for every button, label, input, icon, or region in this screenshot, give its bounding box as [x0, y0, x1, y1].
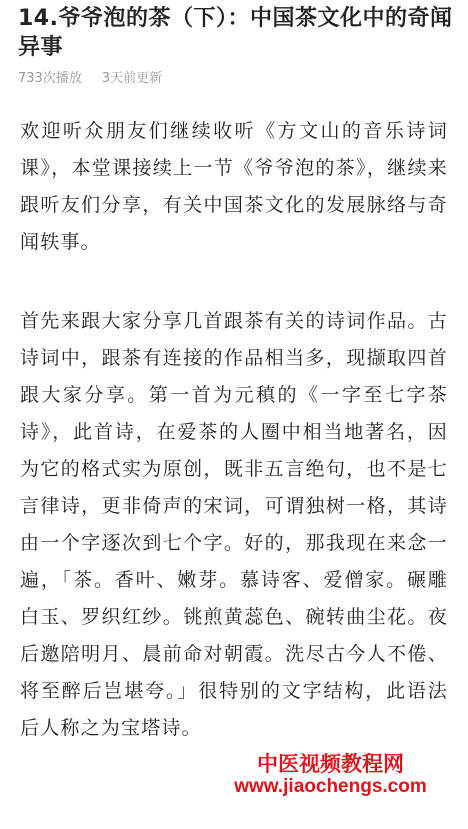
article-paragraph: 欢迎听众朋友们继续收听《方文山的音乐诗词课》，本堂课接续上一节《爷爷泡的茶》，继续来跟听友们分享，有关中国茶文化的发展脉络与奇闻轶事。: [20, 120, 448, 253]
update-time: 3天前更新: [101, 71, 163, 86]
article-body: [20, 113, 448, 747]
episode-title: 14.爷爷泡的茶（下）：中国茶文化中的奇闻异事: [18, 6, 453, 60]
episode-meta: [18, 70, 458, 88]
watermark: [208, 752, 453, 798]
episode-header: [18, 4, 458, 88]
article-paragraph: 首先来跟大家分享几首跟茶有关的诗词作品。古诗词中，跟茶有连接的作品相当多，现撷取四首跟大家分享。第一首为元稹的《一字至七字茶诗》，此首诗，在爱茶的人圈中相当地著名，因为它的格式实为原创，既非五言绝句，也不是七言律诗，更非倚声的宋词，可谓独树一格，其诗由一个字逐次到七个字。好的，那我现在来念一遍，「茶。香叶、嫩芽。慕诗客、爱僧家。碾雕白玉、罗织红纱。铫煎黄蕊色、碗转曲尘花。夜后邀陪明月、晨前命对朝霞。洗尽古今人不倦、将至醉后岂堪夸。」很特别的文字结构，此语法后人称之为宝塔诗。: [20, 310, 448, 739]
watermark-title: 中医视频教程网: [257, 752, 404, 776]
watermark-url: www.jiaochengs.com: [234, 776, 427, 797]
play-count: 733次播放: [18, 71, 82, 86]
